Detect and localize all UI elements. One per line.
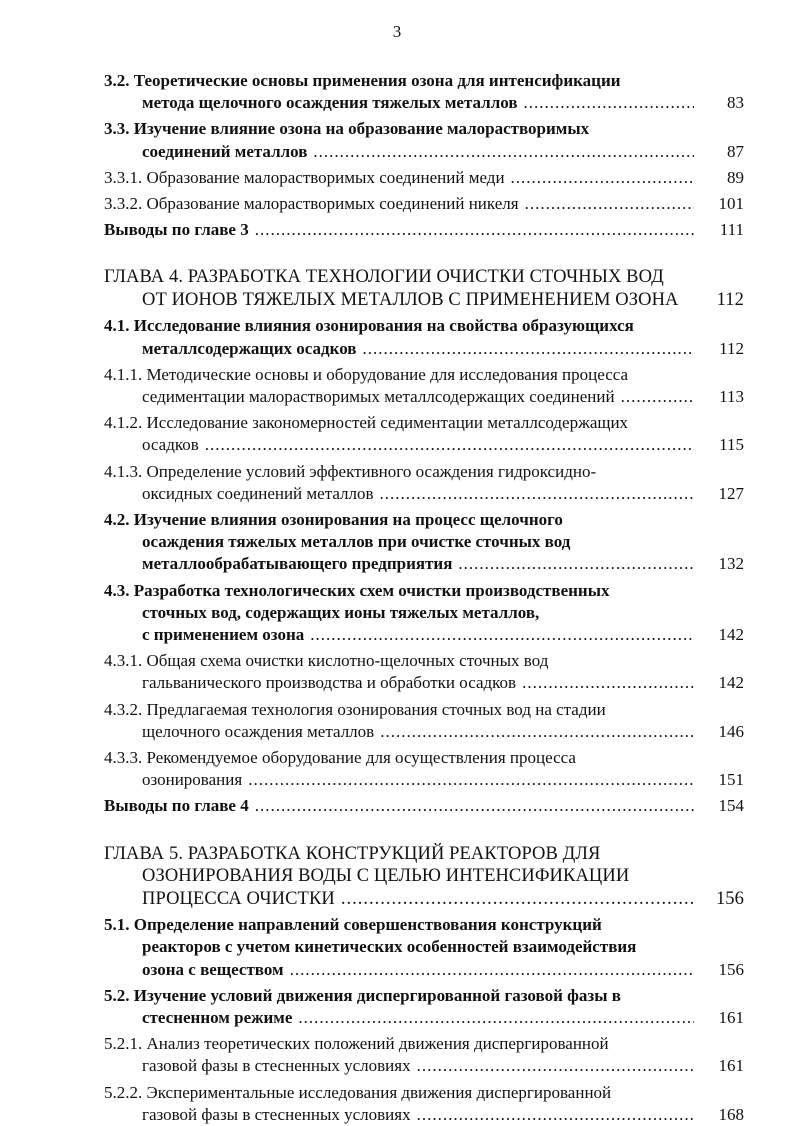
toc-page-number: 168 <box>718 1104 744 1124</box>
toc-entry[interactable] <box>104 747 744 791</box>
toc-entry[interactable] <box>104 795 744 817</box>
dot-leader <box>284 959 694 981</box>
toc-page-number: 146 <box>718 721 744 741</box>
dot-leader <box>411 1104 694 1126</box>
toc-chapter-entry[interactable] <box>104 266 744 311</box>
toc-page-number: 156 <box>718 959 744 979</box>
toc-entry-title-line: 4.3. Разработка технологических схем очистки производственных <box>104 580 610 600</box>
dot-leader <box>199 434 694 456</box>
toc-entry-title-line: озона с веществом <box>142 959 284 979</box>
toc-entry-title-line: осаждения тяжелых металлов при очистке сточных вод <box>142 532 571 552</box>
toc-entry-title-line: 3.3.2. Образование малорастворимых соединений никеля <box>104 194 519 214</box>
toc-entry-title-line: ГЛАВА 4. РАЗРАБОТКА ТЕХНОЛОГИИ ОЧИСТКИ СТОЧНЫХ ВОД <box>104 267 664 288</box>
toc-entry-title-line: гальванического производства и обработки осадков <box>142 673 517 693</box>
toc-page-number: 156 <box>715 888 744 909</box>
toc-entry-title-line: 5.2. Изучение условий движения диспергированной газовой фазы в <box>104 985 621 1005</box>
toc-entry-title-line: 4.3.1. Общая схема очистки кислотно-щелочных сточных вод <box>104 651 549 671</box>
toc-page-number: 87 <box>727 141 744 161</box>
toc-page-number: 101 <box>718 194 744 214</box>
dot-leader <box>292 1007 694 1029</box>
toc-entry-title-line: металлсодержащих осадков <box>142 338 357 358</box>
toc-entry-title-line: Выводы по главе 4 <box>104 796 249 816</box>
toc-entry-title-line: метода щелочного осаждения тяжелых металлов <box>142 93 518 113</box>
toc-entry-title-line: ОТ ИОНОВ ТЯЖЕЛЫХ МЕТАЛЛОВ С ПРИМЕНЕНИЕМ ОЗОНА <box>142 289 679 310</box>
dot-leader <box>249 219 694 241</box>
toc-entry[interactable] <box>104 412 744 456</box>
page-number: 3 <box>392 22 402 41</box>
dot-leader <box>518 92 695 114</box>
toc-entry[interactable] <box>104 580 744 647</box>
toc-entry-title-line: ПРОЦЕССА ОЧИСТКИ <box>142 888 335 909</box>
toc-entry-title-line: газовой фазы в стесненных условиях <box>142 1056 411 1076</box>
toc-entry[interactable] <box>104 509 744 576</box>
toc-entry[interactable] <box>104 699 744 743</box>
toc-page-number: 115 <box>719 435 744 455</box>
toc-entry-title-line: 4.1.2. Исследование закономерностей седиментации металлсодержащих <box>104 413 629 433</box>
toc-page-number: 161 <box>718 1056 744 1076</box>
toc-entry[interactable] <box>104 1033 744 1077</box>
toc-entry[interactable] <box>104 219 744 241</box>
toc-page-number: 127 <box>718 483 744 503</box>
toc-page-number: 142 <box>718 673 744 693</box>
toc-entry[interactable] <box>104 461 744 505</box>
toc-entry-title-line: металлообрабатывающего предприятия <box>142 554 453 574</box>
toc-entry-title-line: газовой фазы в стесненных условиях <box>142 1104 411 1124</box>
toc-entry-title-line: 3.2. Теоретические основы применения озона для интенсификации <box>104 71 621 90</box>
dot-leader <box>615 386 694 408</box>
toc-entry-title-line: ОЗОНИРОВАНИЯ ВОДЫ С ЦЕЛЬЮ ИНТЕНСИФИКАЦИИ <box>142 866 630 887</box>
toc-entry[interactable] <box>104 70 744 114</box>
toc-entry-title-line: 4.1. Исследование влияния озонирования на свойства образующихся <box>104 316 634 336</box>
toc-chapter-entry[interactable] <box>104 843 744 911</box>
toc-entry-title-line: Выводы по главе 3 <box>104 220 249 240</box>
dot-leader <box>335 888 694 911</box>
dot-leader <box>356 338 694 360</box>
dot-leader <box>452 553 694 575</box>
toc-entry-title-line: ГЛАВА 5. РАЗРАБОТКА КОНСТРУКЦИЙ РЕАКТОРОВ ДЛЯ <box>104 843 601 864</box>
toc-entry-title-line: озонирования <box>142 770 243 790</box>
toc-page-number: 111 <box>719 220 744 240</box>
toc-page-number: 89 <box>727 167 744 187</box>
toc-entry-title-line: 4.2. Изучение влияния озонирования на процесс щелочного <box>104 510 563 530</box>
toc-page-number: 132 <box>718 554 744 574</box>
toc-entry-title-line: 5.2.2. Экспериментальные исследования движения диспергированной <box>104 1082 612 1102</box>
toc-entry-title-line: 5.2.1. Анализ теоретических положений движения диспергированной <box>104 1034 609 1054</box>
dot-leader <box>516 672 694 694</box>
toc-entry-title-line: 3.3. Изучение влияние озона на образование малорастворимых <box>104 119 590 139</box>
toc-page-number: 142 <box>718 625 744 645</box>
toc-entry-title-line: седиментации малорастворимых металлсодержащих соединений <box>142 387 615 407</box>
dot-leader <box>249 795 694 817</box>
table-of-contents <box>104 70 744 1126</box>
toc-entry[interactable] <box>104 1082 744 1126</box>
dot-leader <box>374 483 694 505</box>
toc-entry[interactable] <box>104 315 744 359</box>
toc-page-number: 161 <box>718 1008 744 1027</box>
toc-entry[interactable] <box>104 193 744 215</box>
toc-entry-title-line: 3.3.1. Образование малорастворимых соединений меди <box>104 167 505 187</box>
toc-entry[interactable] <box>104 167 744 189</box>
toc-entry-title-line: сточных вод, содержащих ионы тяжелых металлов, <box>142 602 540 622</box>
toc-entry-title-line: стесненном режиме <box>142 1008 293 1027</box>
toc-page-number: 83 <box>727 93 744 113</box>
toc-entry[interactable] <box>104 364 744 408</box>
toc-entry-title-line: 4.3.2. Предлагаемая технология озонирования сточных вод на стадии <box>104 699 606 719</box>
toc-page-number: 112 <box>716 289 744 310</box>
toc-page-number: 154 <box>718 796 744 816</box>
toc-entry[interactable] <box>104 118 744 162</box>
dot-leader <box>411 1055 694 1077</box>
toc-entry-title-line: щелочного осаждения металлов <box>142 721 375 741</box>
toc-page-number: 151 <box>718 770 744 790</box>
dot-leader <box>304 624 694 646</box>
toc-entry[interactable] <box>104 985 744 1029</box>
toc-page-number: 113 <box>719 387 744 407</box>
toc-entry[interactable] <box>104 914 744 981</box>
toc-entry-title-line: оксидных соединений металлов <box>142 483 374 503</box>
dot-leader <box>307 141 694 163</box>
dot-leader <box>519 193 694 215</box>
toc-entry-title-line: реакторов с учетом кинетических особенностей взаимодействия <box>142 937 637 957</box>
toc-entry[interactable] <box>104 650 744 694</box>
toc-entry-title-line: 5.1. Определение направлений совершенствования конструкций <box>104 915 602 935</box>
dot-leader <box>505 167 694 189</box>
dot-leader <box>374 721 694 743</box>
toc-entry-title-line: осадков <box>142 435 199 455</box>
toc-entry-title-line: 4.3.3. Рекомендуемое оборудование для осуществления процесса <box>104 748 576 768</box>
toc-page-number: 112 <box>719 338 744 358</box>
toc-entry-title-line: 4.1.1. Методические основы и оборудование для исследования процесса <box>104 364 629 384</box>
toc-entry-title-line: 4.1.3. Определение условий эффективного осаждения гидроксидно- <box>104 461 597 481</box>
dot-leader <box>242 769 694 791</box>
toc-entry-title-line: с применением озона <box>142 625 305 645</box>
toc-entry-title-line: соединений металлов <box>142 141 308 161</box>
